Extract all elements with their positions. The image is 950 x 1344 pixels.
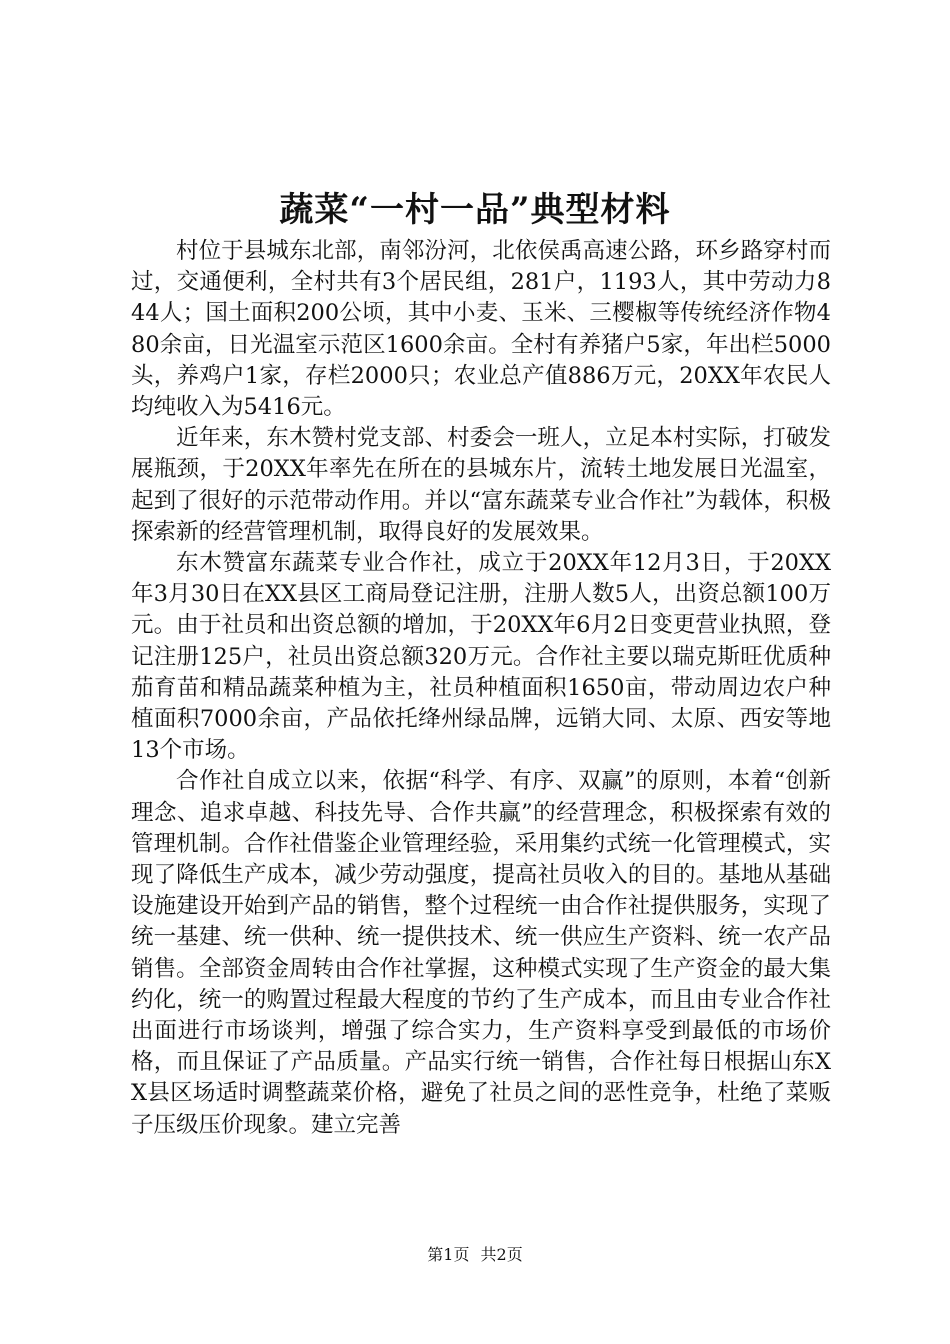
page-number-total: 共2页 (480, 1245, 523, 1264)
page-footer (0, 1244, 950, 1266)
paragraph-1: 村位于县城东北部，南邻汾河，北依侯禹高速公路，环乡路穿村而过，交通便利，全村共有3个居民组，281户，1193人，其中劳动力844人；国土面积200公顷，其中小麦、玉米、三樱椒等传统经济作物480余亩，日光温室示范区1600余亩。全村有养猪户5家，年出栏5000头，养鸡户1家，存栏2000只；农业总产值886万元，20XX年农民人均纯收入为5416元。 (131, 238, 831, 421)
document-title: 蔬菜“一村一品”典型材料 (279, 190, 671, 230)
page-number-current: 第1页 (427, 1245, 470, 1264)
document-body (131, 236, 831, 1141)
paragraph-2: 近年来，东木赞村党支部、村委会一班人，立足本村实际，打破发展瓶颈，于20XX年率先在所在的县城东片，流转土地发展日光温室，起到了很好的示范带动作用。并以“富东蔬菜专业合作社”为载体，积极探索新的经营管理机制，取得良好的发展效果。 (131, 425, 831, 545)
paragraph-4: 合作社自成立以来，依据“科学、有序、双赢”的原则，本着“创新理念、追求卓越、科技先导、合作共赢”的经营理念，积极探索有效的管理机制。合作社借鉴企业管理经验，采用集约式统一化管理模式，实现了降低生产成本，减少劳动强度，提高社员收入的目的。基地从基础设施建设开始到产品的销售，整个过程统一由合作社提供服务，实现了统一基建、统一供种、统一提供技术、统一供应生产资料、统一农产品销售。全部资金周转由合作社掌握，这种模式实现了生产资金的最大集约化，统一的购置过程最大程度的节约了生产成本，而且由专业合作社出面进行市场谈判，增强了综合实力，生产资料享受到最低的市场价格，而且保证了产品质量。产品实行统一销售，合作社每日根据山东XX县区场适时调整蔬菜价格，避免了社员之间的恶性竞争，杜绝了菜贩子压级压价现象。建立完善 (131, 768, 831, 1138)
paragraph-3: 东木赞富东蔬菜专业合作社，成立于20XX年12月3日，于20XX年3月30日在XX县区工商局登记注册，注册人数5人，出资总额100万元。由于社员和出资总额的增加，于20XX年6月2日变更营业执照，登记注册125户，社员出资总额320万元。合作社主要以瑞克斯旺优质种茄育苗和精品蔬菜种植为主，社员种植面积1650亩，带动周边农户种植面积7000余亩，产品依托绛州绿品牌，远销大同、太原、西安等地13个市场。 (131, 550, 831, 764)
